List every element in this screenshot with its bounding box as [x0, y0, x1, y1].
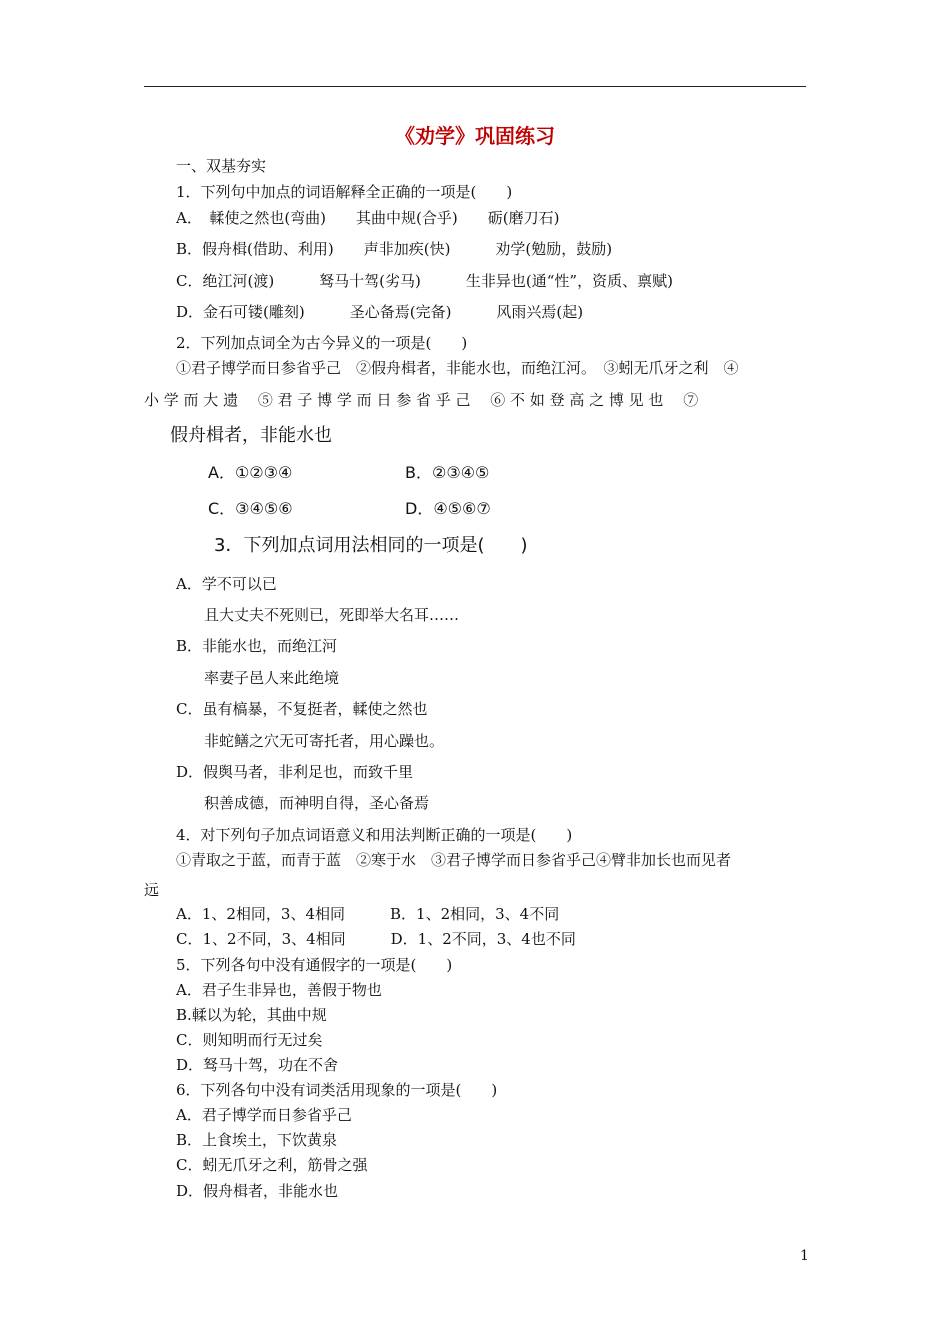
q6-option-a: A．君子博学而日参省乎己: [176, 1106, 352, 1124]
q3-option-a-line-2: 且大丈夫不死则已，死即举大名耳……: [204, 606, 460, 624]
q1-option-a: A． 輮使之然也(弯曲) 其曲中规(合乎) 砺(磨刀石): [176, 209, 560, 227]
q1-option-c: C．绝江河(渡) 驽马十驾(劣马) 生非异也(通“性”，资质、禀赋): [176, 272, 673, 290]
q3-option-a: A．学不可以已: [176, 575, 277, 593]
q3-option-b: B．非能水也，而绝江河: [176, 637, 338, 655]
q2-items-line-2: 小 学 而 大 遗 ⑤ 君 子 博 学 而 日 参 省 乎 己 ⑥ 不 如 登 高 之 博 见 也 ⑦: [144, 391, 699, 409]
q3-option-d: D．假舆马者，非利足也，而致千里: [176, 763, 414, 781]
page-number: 1: [800, 1248, 809, 1264]
page-title: 《劝学》巩固练习: [395, 124, 555, 148]
q3-option-c: C．虽有槁暴，不复挺者，輮使之然也: [176, 700, 428, 718]
q6-option-c: C．蚓无爪牙之利，筋骨之强: [176, 1156, 368, 1174]
question-4: 4．对下列句子加点词语意义和用法判断正确的一项是( ): [176, 826, 573, 844]
q2-option-c: C．③④⑤⑥: [208, 499, 293, 518]
q4-items-line-2: 远: [144, 881, 160, 899]
q6-option-d: D．假舟楫者，非能水也: [176, 1182, 339, 1200]
q3-option-b-line-2: 率妻子邑人来此绝境: [204, 669, 340, 687]
section-heading: 一、双基夯实: [176, 157, 267, 175]
q4-items-line-1: ①青取之于蓝，而青于蓝 ②寒于水 ③君子博学而日参省乎己④臂非加长也而见者: [176, 851, 732, 869]
q1-option-b: B．假舟楫(借助、利用) 声非加疾(快) 劝学(勉励，鼓励): [176, 240, 613, 258]
question-1: 1．下列句中加点的词语解释全正确的一项是( ): [176, 183, 513, 201]
header-rule: [144, 86, 806, 87]
q2-items-line-3: 假舟楫者，非能水也: [170, 425, 332, 446]
q5-option-c: C．则知明而行无过矣: [176, 1031, 323, 1049]
q5-option-a: A．君子生非异也，善假于物也: [176, 981, 382, 999]
q6-option-b: B．上食埃土，下饮黄泉: [176, 1131, 338, 1149]
q4-options-ab: A．1、2相同，3、4相同 B．1、2相同，3、4不同: [176, 905, 560, 923]
q2-option-d: D．④⑤⑥⑦: [405, 499, 491, 518]
q3-option-c-line-2: 非蛇鳝之穴无可寄托者，用心躁也。: [204, 732, 445, 750]
q4-options-cd: C．1、2不同，3、4相同 D．1、2不同，3、4也不同: [176, 930, 576, 948]
q2-option-b: B．②③④⑤: [405, 463, 490, 482]
question-3: 3．下列加点词用法相同的一项是( ): [214, 535, 528, 556]
q2-option-a: A．①②③④: [208, 463, 293, 482]
question-6: 6．下列各句中没有词类活用现象的一项是( ): [176, 1081, 498, 1099]
question-5: 5．下列各句中没有通假字的一项是( ): [176, 956, 453, 974]
q3-option-d-line-2: 积善成德，而神明自得，圣心备焉: [204, 794, 430, 812]
q5-option-b: B.輮以为轮，其曲中规: [176, 1006, 327, 1024]
q5-option-d: D．驽马十驾，功在不舍: [176, 1056, 339, 1074]
question-2: 2．下列加点词全为古今异义的一项是( ): [176, 334, 468, 352]
q1-option-d: D．金石可镂(雕刻) 圣心备焉(完备) 风雨兴焉(起): [176, 303, 584, 321]
q2-items-line-1: ①君子博学而日参省乎己 ②假舟楫者，非能水也，而绝江河。 ③蚓无爪牙之利 ④: [176, 359, 739, 377]
